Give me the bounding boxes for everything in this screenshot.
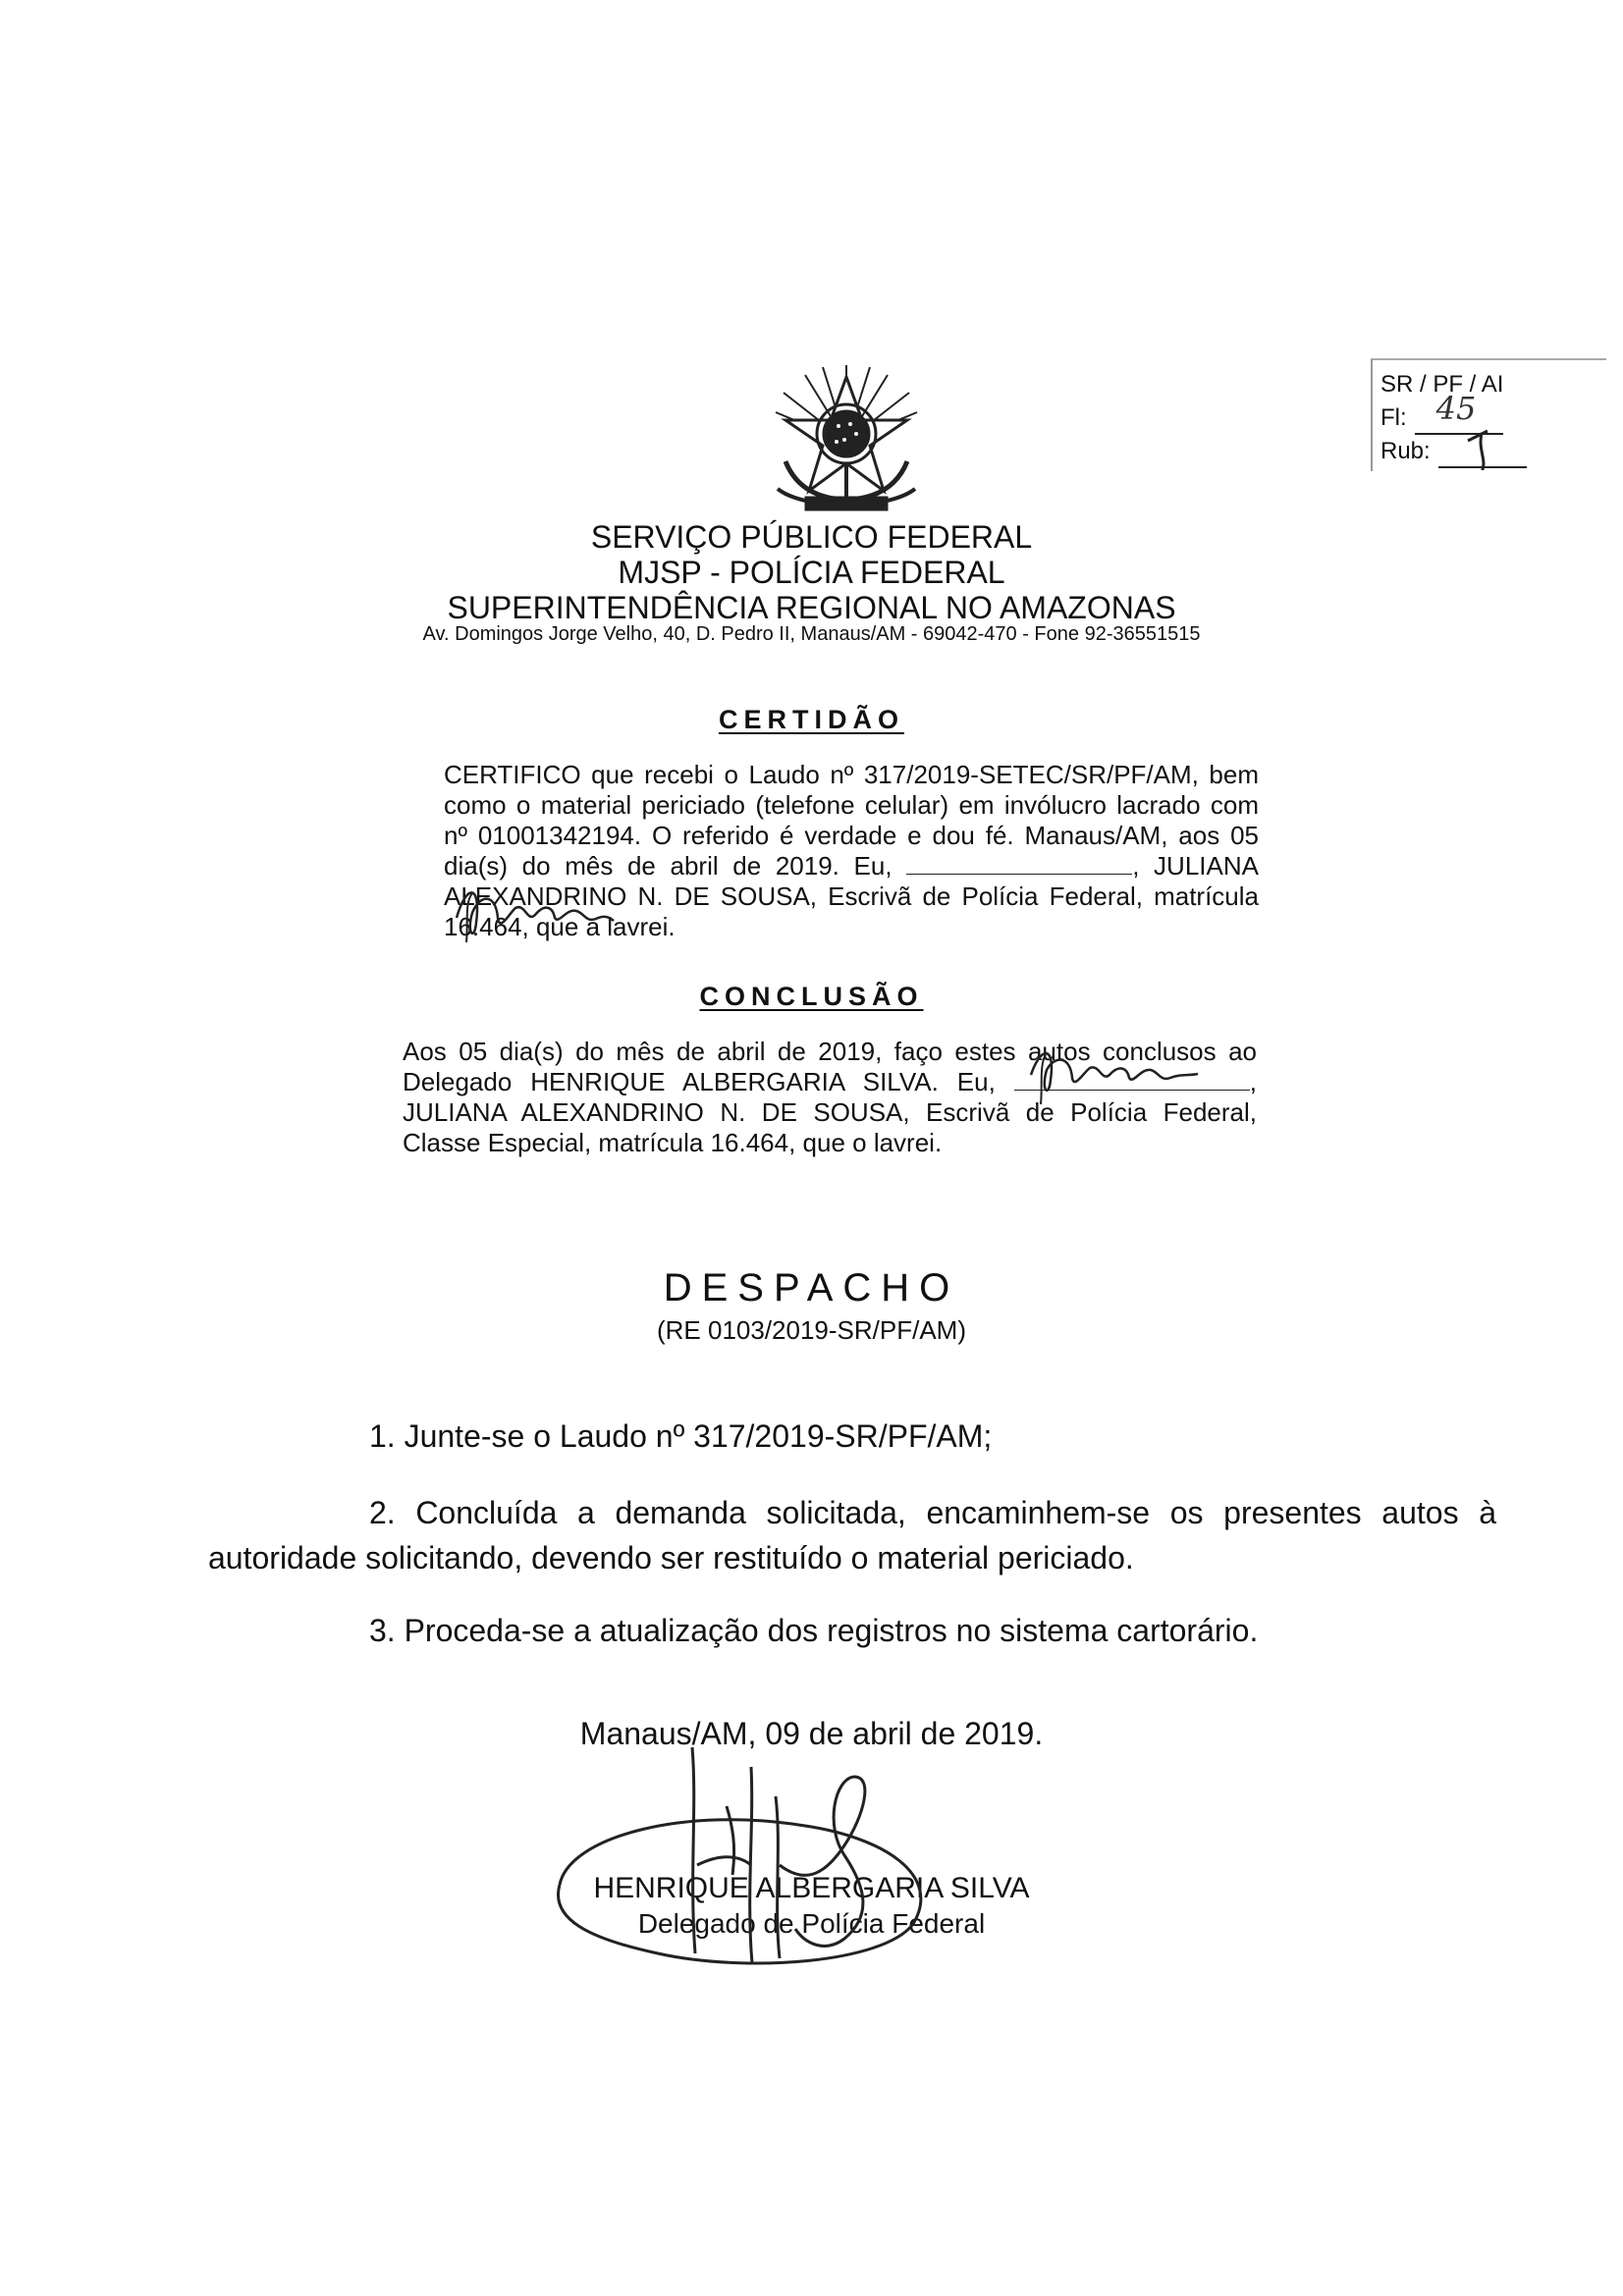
header-superintendence: SUPERINTENDÊNCIA REGIONAL NO AMAZONAS <box>447 590 1176 625</box>
page-stamp <box>1371 358 1606 471</box>
brazil-coat-of-arms-emblem <box>766 363 928 520</box>
delegate-signature <box>550 1728 1011 1983</box>
conclusao-text-end: , JULIANA ALEXANDRINO N. DE SOUSA, Escrivã de Polícia Federal, Classe Especial, matrícula 16.464, que o lavrei. <box>403 1067 1257 1157</box>
header-service: SERVIÇO PÚBLICO FEDERAL <box>590 519 1033 555</box>
despacho-item-2: 2. Concluída a demanda solicitada, encaminhem-se os presentes autos à autoridade solicitando, devendo ser restituído o material periciado. <box>208 1495 1496 1575</box>
stamp-unit: SR / PF / AI <box>1380 371 1504 398</box>
header-address: Av. Domingos Jorge Velho, 40, D. Pedro II, Manaus/AM - 69042-470 - Fone 92-36551515 <box>422 623 1201 645</box>
conclusao-text <box>403 1037 1257 1158</box>
conclusao-title: CONCLUSÃO <box>699 982 924 1011</box>
despacho-item-1: 1. Junte-se o Laudo nº 317/2019-SR/PF/AM; <box>369 1418 993 1454</box>
certidao-text-end: , JULIANA ALEXANDRINO N. DE SOUSA, Escrivã de Polícia Federal, matrícula 16.464, que a lavrei. <box>444 851 1259 941</box>
certidao-title: CERTIDÃO <box>719 705 904 734</box>
signer-role: Delegado de Polícia Federal <box>637 1908 986 1939</box>
header-ministry: MJSP - POLÍCIA FEDERAL <box>618 555 1005 590</box>
closing-date: Manaus/AM, 09 de abril de 2019. <box>579 1716 1044 1751</box>
stamp-rubric <box>1380 435 1606 468</box>
signer-name: HENRIQUE ALBERGARIA SILVA <box>593 1872 1030 1904</box>
stamp-rubric-label: Rub: <box>1380 438 1431 464</box>
rubric-mark <box>1448 421 1537 470</box>
stamp-folio-number: 45 <box>1435 390 1477 427</box>
despacho-reference: (RE 0103/2019-SR/PF/AM) <box>656 1315 966 1345</box>
despacho-title: DESPACHO <box>663 1266 960 1309</box>
stamp-folio-label: Fl: <box>1380 404 1407 431</box>
conclusao-text-start: Aos 05 dia(s) do mês de abril de 2019, faço estes autos conclusos ao Delegado HENRIQUE ALBERGARIA SILVA. Eu, <box>403 1037 1257 1096</box>
despacho-item-3: 3. Proceda-se a atualização dos registros no sistema cartorário. <box>369 1613 1259 1648</box>
certidao-text-start: CERTIFICO que recebi o Laudo nº 317/2019-SETEC/SR/PF/AM, bem como o material periciado (telefone celular) em invólucro lacrado com nº 01001342194. O referido é verdade e dou fé. Manaus/AM, aos 05 dia(s) do mês de abril de 2019. Eu, <box>444 760 1259 881</box>
certidao-text <box>444 760 1259 942</box>
